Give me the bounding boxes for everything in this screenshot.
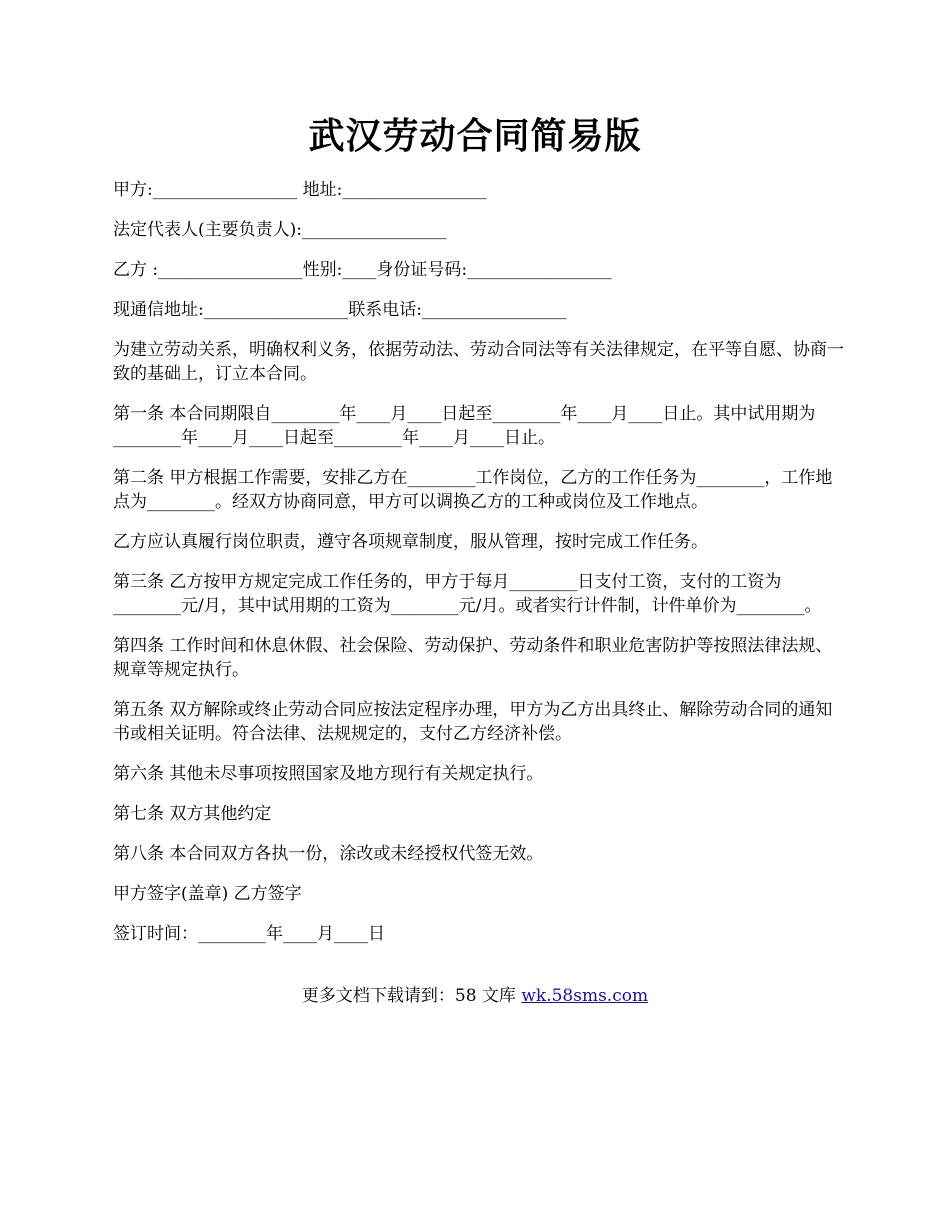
party-a-line: 甲方:_________________ 地址:_________________: [113, 180, 487, 200]
article-7-paragraph: 第七条 双方其他约定: [113, 804, 272, 824]
article-6-paragraph: 第六条 其他未尽事项按照国家及地方现行有关规定执行。: [113, 764, 544, 784]
article-1-paragraph: 第一条 本合同期限自________年____月____日起至________年____月____日止。其中试用期为________年____月____日起至________年____月____日止。: [113, 404, 816, 448]
article-8-paragraph: 第八条 本合同双方各执一份，涂改或未经授权代签无效。: [113, 844, 544, 864]
document-title: 武汉劳动合同简易版: [308, 115, 642, 157]
signature-line: 甲方签字(盖章) 乙方签字: [113, 884, 302, 904]
signing-date-line: 签订时间：________年____月____日: [113, 924, 385, 944]
contact-address-line: 现通信地址:_________________联系电话:_________________: [113, 300, 567, 320]
download-footer: [0, 984, 950, 1008]
legal-representative-line: 法定代表人(主要负责人):_________________: [113, 220, 447, 240]
article-4-paragraph: 第四条 工作时间和休息休假、社会保险、劳动保护、劳动条件和职业危害防护等按照法律法规、规章等规定执行。: [113, 636, 833, 680]
document-body: [113, 178, 845, 962]
article-2-paragraph: 第二条 甲方根据工作需要，安排乙方在________工作岗位，乙方的工作任务为________，工作地点为________。经双方协商同意，甲方可以调换乙方的工种或岗位及工作地点。: [113, 468, 833, 512]
article-5-paragraph: 第五条 双方解除或终止劳动合同应按法定程序办理，甲方为乙方出具终止、解除劳动合同的通知书或相关证明。符合法律、法规规定的，支付乙方经济补偿。: [113, 700, 833, 744]
footer-link[interactable]: wk.58sms.com: [521, 986, 649, 1006]
party-b-line: 乙方 :_________________性别:____身份证号码:_________________: [113, 260, 612, 280]
duties-paragraph: 乙方应认真履行岗位职责，遵守各项规章制度，服从管理，按时完成工作任务。: [113, 532, 708, 552]
article-3-paragraph: 第三条 乙方按甲方规定完成工作任务的，甲方于每月________日支付工资，支付的工资为________元/月，其中试用期的工资为________元/月。或者实行计件制，计件单价为________。: [113, 572, 822, 616]
preamble-paragraph: 为建立劳动关系，明确权利义务，依据劳动法、劳动合同法等有关法律规定，在平等自愿、协商一致的基础上，订立本合同。: [113, 340, 844, 384]
footer-text: 更多文档下载请到：58 文库: [301, 986, 522, 1006]
